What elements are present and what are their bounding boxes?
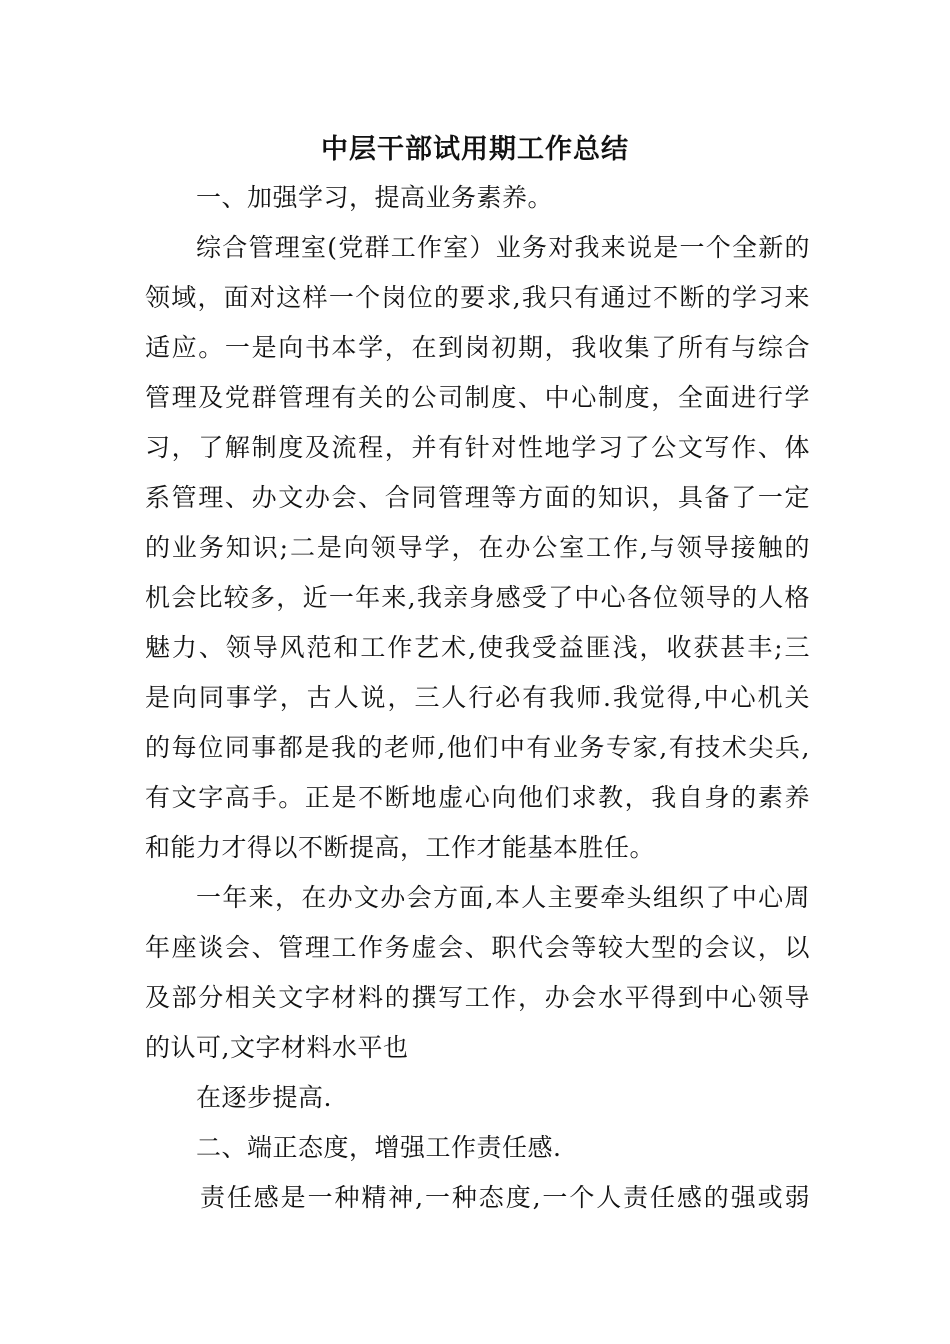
paragraph-line: 年座谈会、管理工作务虚会、职代会等较大型的会议，以 (145, 933, 810, 962)
paragraph-line: 综合管理室(党群工作室）业务对我来说是一个全新的 (196, 233, 810, 262)
paragraph-line: 管理及党群管理有关的公司制度、中心制度，全面进行学 (145, 383, 810, 412)
paragraph-line: 领域，面对这样一个岗位的要求,我只有通过不断的学习来 (145, 283, 810, 312)
paragraph-line: 是向同事学，古人说，三人行必有我师.我觉得,中心机关 (145, 683, 810, 712)
section-heading-1: 一、加强学习，提高业务素养。 (196, 183, 554, 212)
paragraph-line: 系管理、办文办会、合同管理等方面的知识，具备了一定 (145, 483, 810, 512)
paragraph-line: 和能力才得以不断提高，工作才能基本胜任。 (145, 833, 656, 862)
paragraph-line: 适应。一是向书本学，在到岗初期，我收集了所有与综合 (145, 333, 810, 362)
paragraph-line: 一年来，在办文办会方面,本人主要牵头组织了中心周 (196, 883, 810, 912)
paragraph-line: 机会比较多，近一年来,我亲身感受了中心各位领导的人格 (145, 583, 810, 612)
section-heading-2: 二、端正态度，增强工作责任感. (196, 1133, 562, 1162)
paragraph-line: 习，了解制度及流程，并有针对性地学习了公文写作、体 (145, 433, 810, 462)
paragraph-line: 在逐步提高. (196, 1083, 332, 1112)
paragraph-line: 魅力、领导风范和工作艺术,使我受益匪浅，收获甚丰;三 (145, 633, 810, 662)
paragraph-line: 的认可,文字材料水平也 (145, 1033, 409, 1062)
paragraph-line: 的业务知识;二是向领导学，在办公室工作,与领导接触的 (145, 533, 810, 562)
document-title: 中层干部试用期工作总结 (321, 134, 629, 165)
paragraph-line: 责任感是一种精神,一种态度,一个人责任感的强或弱 (200, 1183, 810, 1212)
paragraph-line: 有文字高手。正是不断地虚心向他们求教，我自身的素养 (145, 783, 810, 812)
paragraph-line: 及部分相关文字材料的撰写工作，办会水平得到中心领导 (145, 983, 810, 1012)
paragraph-line: 的每位同事都是我的老师,他们中有业务专家,有技术尖兵, (145, 733, 810, 762)
